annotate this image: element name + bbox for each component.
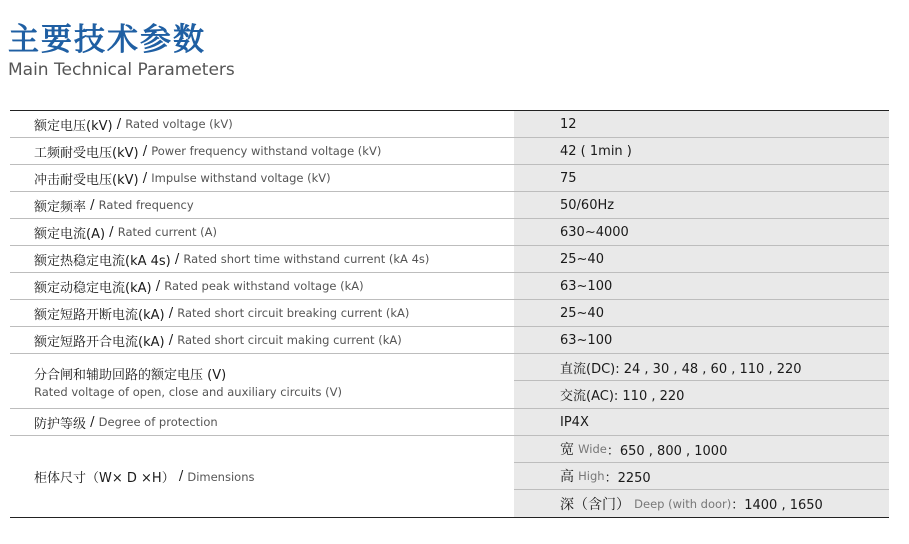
param-label: 额定短路开合电流(kA) / Rated short circuit making current (kA) bbox=[10, 327, 514, 353]
high-label-cn: 高 bbox=[560, 469, 574, 485]
param-name-en: Impulse withstand voltage (kV) bbox=[151, 171, 331, 185]
param-value: 50/60Hz bbox=[514, 192, 889, 218]
table-row bbox=[10, 138, 889, 165]
param-value-high bbox=[514, 463, 889, 490]
param-label bbox=[10, 354, 514, 408]
param-name-cn: 柜体尺寸（W× D ×H） bbox=[34, 471, 175, 486]
parameters-table bbox=[10, 110, 889, 518]
param-name-en: Rated short circuit breaking current (kA) bbox=[177, 306, 410, 320]
param-value: 12 bbox=[514, 111, 889, 137]
wide-label-en: Wide bbox=[578, 442, 607, 456]
param-name-en: Power frequency withstand voltage (kV) bbox=[151, 144, 382, 158]
deep-label-en: Deep (with door) bbox=[634, 496, 732, 511]
param-name-en: Dimensions bbox=[187, 469, 255, 484]
table-row bbox=[10, 409, 889, 436]
param-value: 75 bbox=[514, 165, 889, 191]
param-name-en: Rated frequency bbox=[98, 198, 194, 212]
param-name-en: Rated short time withstand current (kA 4s) bbox=[183, 252, 430, 266]
high-label-en: High bbox=[578, 469, 605, 483]
high-value: ：2250 bbox=[604, 470, 651, 486]
param-value-dc: 直流(DC): 24 , 30 , 48 , 60 , 110 , 220 bbox=[514, 354, 889, 381]
table-row bbox=[10, 246, 889, 273]
param-name-cn: 额定热稳定电流(kA 4s) bbox=[34, 253, 171, 269]
param-label: 工频耐受电压(kV) / Power frequency withstand voltage (kV) bbox=[10, 138, 514, 164]
param-name-cn: 额定短路开断电流(kA) bbox=[34, 307, 165, 323]
param-name-en: Rated voltage of open, close and auxiliary circuits (V) bbox=[34, 384, 343, 399]
table-row-aux-voltage bbox=[10, 354, 889, 409]
table-row bbox=[10, 327, 889, 354]
param-label: 冲击耐受电压(kV) / Impulse withstand voltage (kV) bbox=[10, 165, 514, 191]
param-value: IP4X bbox=[514, 409, 889, 435]
param-name-cn: 防护等级 bbox=[34, 416, 87, 432]
param-name-en: Rated current (A) bbox=[117, 225, 218, 239]
param-values bbox=[514, 436, 889, 517]
param-value-ac: 交流(AC): 110 , 220 bbox=[514, 381, 889, 408]
table-row bbox=[10, 219, 889, 246]
param-value: 63~100 bbox=[514, 327, 889, 353]
param-values bbox=[514, 354, 889, 408]
param-name-en: Rated short circuit making current (kA) bbox=[177, 333, 402, 347]
param-label: 额定频率 / Rated frequency bbox=[10, 192, 514, 218]
wide-label-cn: 宽 bbox=[560, 442, 574, 458]
param-label: 额定电压(kV) / Rated voltage (kV) bbox=[10, 111, 514, 137]
param-name-cn: 冲击耐受电压(kV) bbox=[34, 172, 139, 188]
deep-label-cn: 深（含门） bbox=[560, 496, 630, 513]
deep-value: ：1400 , 1650 bbox=[731, 498, 823, 513]
param-label: 额定电流(A) / Rated current (A) bbox=[10, 219, 514, 245]
page-title: 主要技术参数 bbox=[8, 22, 206, 58]
table-row bbox=[10, 192, 889, 219]
param-name-cn: 额定频率 bbox=[34, 199, 87, 215]
param-label: 额定热稳定电流(kA 4s) / Rated short time withstand current (kA 4s) bbox=[10, 246, 514, 272]
table-row bbox=[10, 111, 889, 138]
table-row-dimensions bbox=[10, 436, 889, 517]
param-value-wide bbox=[514, 436, 889, 463]
param-name-en: Rated voltage (kV) bbox=[125, 117, 233, 131]
param-label: 防护等级 / Degree of protection bbox=[10, 409, 514, 435]
wide-value: ：650 , 800 , 1000 bbox=[606, 443, 728, 459]
table-row bbox=[10, 165, 889, 192]
param-value: 63~100 bbox=[514, 273, 889, 299]
param-name-en: Rated peak withstand voltage (kA) bbox=[164, 279, 364, 293]
param-name-cn: 分合闸和辅助回路的额定电压 (V) bbox=[34, 367, 227, 383]
page-subtitle: Main Technical Parameters bbox=[8, 60, 235, 80]
param-label: 额定短路开断电流(kA) / Rated short circuit breaking current (kA) bbox=[10, 300, 514, 326]
param-value: 42 ( 1min ) bbox=[514, 138, 889, 164]
param-name-cn: 额定短路开合电流(kA) bbox=[34, 334, 165, 350]
param-value-deep bbox=[514, 490, 889, 517]
table-row bbox=[10, 300, 889, 327]
param-name-en: Degree of protection bbox=[98, 415, 218, 429]
table-row bbox=[10, 273, 889, 300]
param-name-cn: 额定电流(A) bbox=[34, 226, 106, 242]
param-value: 25~40 bbox=[514, 300, 889, 326]
param-value: 25~40 bbox=[514, 246, 889, 272]
param-value: 630~4000 bbox=[514, 219, 889, 245]
param-name-cn: 额定电压(kV) bbox=[34, 118, 113, 134]
param-name-cn: 工频耐受电压(kV) bbox=[34, 145, 139, 161]
param-name-cn: 额定动稳定电流(kA) bbox=[34, 280, 152, 296]
param-label: 额定动稳定电流(kA) / Rated peak withstand voltage (kA) bbox=[10, 273, 514, 299]
param-label: 柜体尺寸（W× D ×H） / Dimensions bbox=[10, 436, 514, 517]
